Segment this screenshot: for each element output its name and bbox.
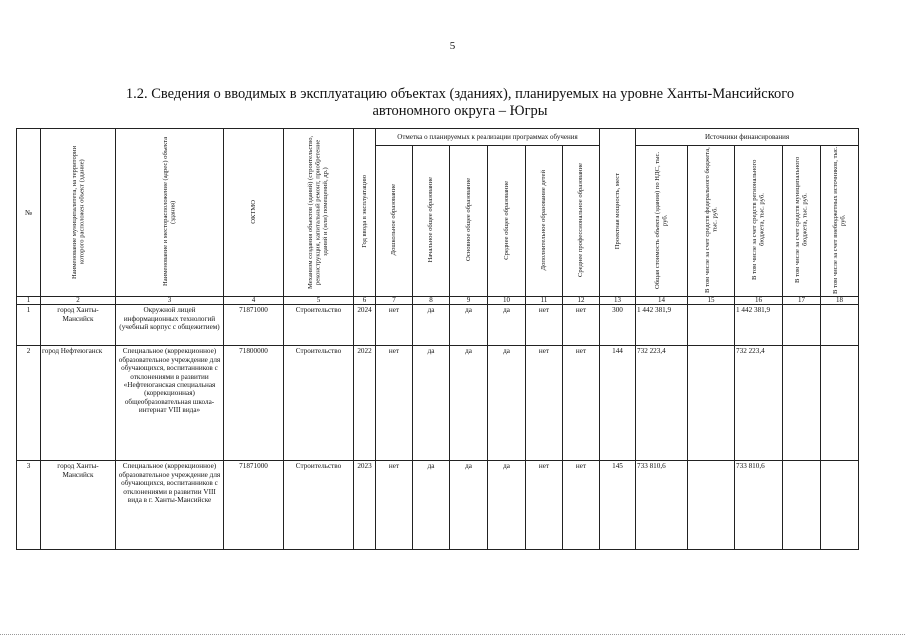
header-year: Год ввода в эксплуатацию [354,129,376,297]
header-program-primary: Начальное общее образование [413,146,450,297]
table-row [17,461,859,550]
table-row [17,346,859,461]
cell-num: 3 [17,461,41,550]
cell-finance-municipal [783,461,821,550]
column-number: 18 [821,297,859,305]
header-finance-group: Источники финансирования [636,129,859,146]
cell-finance-extra [821,461,859,550]
cell-num: 1 [17,305,41,346]
column-number: 8 [413,297,450,305]
column-number: 7 [376,297,413,305]
column-number: 11 [526,297,563,305]
header-program-preschool: Дошкольное образование [376,146,413,297]
cell-program-primary: да [413,461,450,550]
header-program-basic: Основное общее образование [450,146,488,297]
header-finance-municipal: В том числе за счет средств муниципального бюджета, тыс. руб. [783,146,821,297]
column-number: 17 [783,297,821,305]
cell-mechanism: Строительство [284,346,354,461]
title-line-2: автономного округа – Югры [372,103,548,119]
objects-table [16,128,859,550]
cell-object: Окружной лицей информационных технологий (учебный корпус с общежитием) [116,305,224,346]
cell-year: 2022 [354,346,376,461]
cell-mechanism: Строительство [284,305,354,346]
cell-finance-federal [688,346,735,461]
cell-finance-federal [688,461,735,550]
cell-program-additional: нет [526,305,563,346]
cell-finance-total: 732 223,4 [636,346,688,461]
column-number-row [17,297,859,305]
header-finance-federal: В том числе за счет средств федерального бюджета, тыс. руб. [688,146,735,297]
cell-capacity: 145 [600,461,636,550]
header-municipality: Наименование муниципалитета, на территории которого расположен объект (здание) [41,129,116,297]
cell-mechanism: Строительство [284,461,354,550]
column-number: 12 [563,297,600,305]
cell-program-basic: да [450,346,488,461]
column-number: 10 [488,297,526,305]
header-object: Наименование и месторасположение (адрес) объекта (здания) [116,129,224,297]
cell-finance-regional: 1 442 381,9 [735,305,783,346]
column-number: 9 [450,297,488,305]
cell-program-additional: нет [526,346,563,461]
column-number: 16 [735,297,783,305]
header-row-groups [17,129,859,146]
cell-program-preschool: нет [376,305,413,346]
header-finance-total: Общая стоимость объекта (здания) по НДС, тыс. руб. [636,146,688,297]
cell-municipality: город Нефтеюганск [41,346,116,461]
column-number: 13 [600,297,636,305]
column-number: 2 [41,297,116,305]
column-number: 1 [17,297,41,305]
header-programs-group: Отметка о планируемых к реализации программах обучения [376,129,600,146]
cell-capacity: 300 [600,305,636,346]
table-row [17,305,859,346]
column-number: 4 [224,297,284,305]
cell-program-preschool: нет [376,346,413,461]
page-bottom-divider [0,634,905,635]
cell-municipality: город Ханты-Мансийск [41,461,116,550]
cell-finance-extra [821,346,859,461]
cell-oktmo: 71800000 [224,346,284,461]
page-number: 5 [449,40,456,52]
header-num: № [17,129,41,297]
header-finance-regional: В том числе за счет средств регионального бюджета, тыс. руб. [735,146,783,297]
column-number: 3 [116,297,224,305]
header-program-secondary: Среднее общее образование [488,146,526,297]
cell-finance-regional: 733 810,6 [735,461,783,550]
objects-table-container [16,128,859,550]
column-number: 14 [636,297,688,305]
cell-capacity: 144 [600,346,636,461]
cell-year: 2024 [354,305,376,346]
cell-oktmo: 71871000 [224,461,284,550]
header-oktmo: ОКТМО [224,129,284,297]
cell-program-vocational: нет [563,346,600,461]
cell-program-primary: да [413,346,450,461]
cell-object: Специальное (коррекционное) образовательное учреждение для обучающихся, воспитанников с отклонениями в развитии «Нефтеюганская специальная (коррекционная) общеобразовательная школа-интернат VIII вида» [116,346,224,461]
column-number: 5 [284,297,354,305]
cell-finance-total: 733 810,6 [636,461,688,550]
cell-oktmo: 71871000 [224,305,284,346]
cell-finance-extra [821,305,859,346]
cell-finance-regional: 732 223,4 [735,346,783,461]
cell-finance-federal [688,305,735,346]
cell-program-secondary: да [488,461,526,550]
cell-municipality: город Ханты-Мансийск [41,305,116,346]
header-program-additional: Дополнительное образование детей [526,146,563,297]
page-title [60,86,860,120]
column-number: 15 [688,297,735,305]
cell-program-basic: да [450,461,488,550]
cell-program-preschool: нет [376,461,413,550]
header-capacity: Проектная мощность, мест [600,129,636,297]
column-number: 6 [354,297,376,305]
cell-program-secondary: да [488,305,526,346]
cell-finance-municipal [783,346,821,461]
header-program-vocational: Среднее профессиональное образование [563,146,600,297]
header-mechanism: Механизм создания объектов (зданий) (строительство, реконструкция, капитальный ремонт, приобретение зданий и (или) помещений, др.) [284,129,354,297]
cell-program-vocational: нет [563,305,600,346]
cell-program-secondary: да [488,346,526,461]
cell-finance-total: 1 442 381,9 [636,305,688,346]
title-line-1: 1.2. Сведения о вводимых в эксплуатацию объектах (зданиях), планируемых на уровне Ханты-Мансийского [125,86,795,102]
cell-program-additional: нет [526,461,563,550]
cell-year: 2023 [354,461,376,550]
cell-num: 2 [17,346,41,461]
cell-program-primary: да [413,305,450,346]
cell-program-basic: да [450,305,488,346]
header-finance-extra: В том числе за счет внебюджетных источников, тыс. руб. [821,146,859,297]
cell-finance-municipal [783,305,821,346]
cell-object: Специальное (коррекционное) образовательное учреждение для обучающихся, воспитанников с отклонениями в развитии VIII вида в г. Ханты-Мансийске [116,461,224,550]
cell-program-vocational: нет [563,461,600,550]
